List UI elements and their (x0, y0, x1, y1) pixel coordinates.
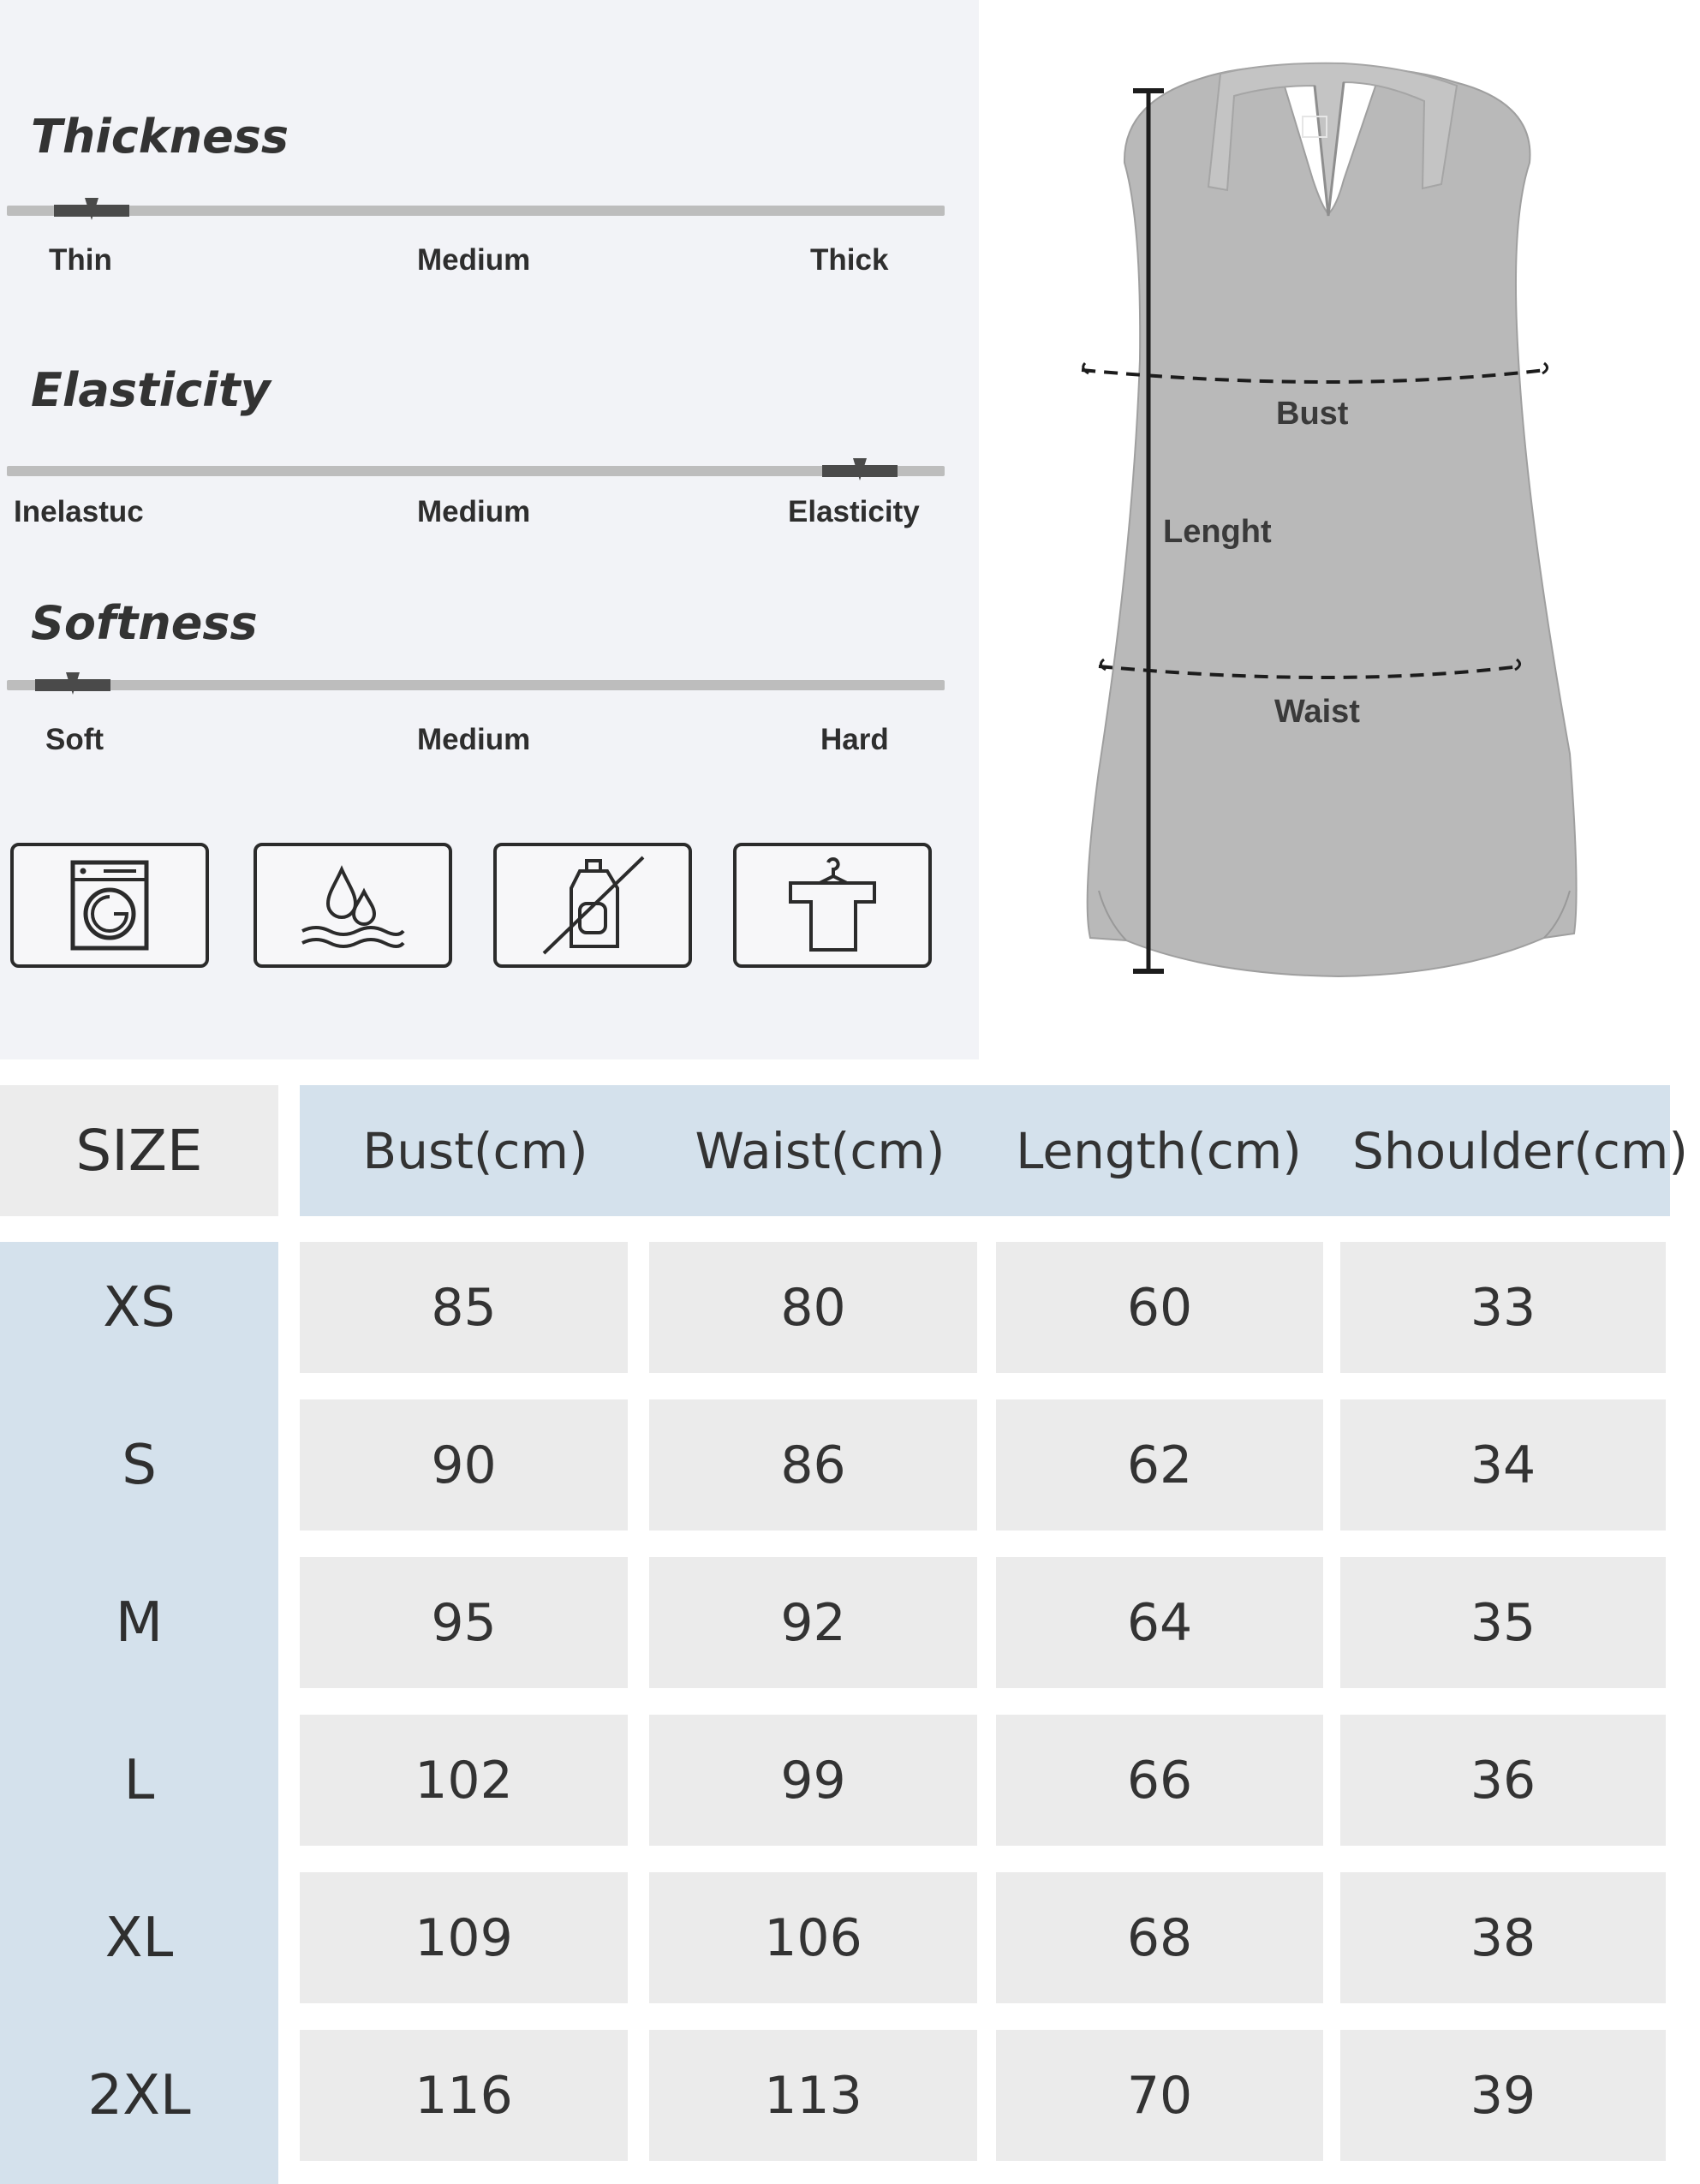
table-cell: 86 (649, 1399, 977, 1531)
table-cell: 68 (996, 1872, 1323, 2003)
sleeveless-top-illustration (979, 0, 1654, 1059)
table-cell: 38 (1340, 1872, 1666, 2003)
table-cell: 113 (649, 2030, 977, 2161)
bust-label: Bust (1276, 396, 1349, 432)
hang-dry-icon (733, 843, 932, 968)
softness-label-max: Hard (820, 723, 889, 756)
thickness-label-mid: Medium (417, 243, 531, 277)
table-cell: 80 (649, 1242, 977, 1373)
table-cell: 34 (1340, 1399, 1666, 1531)
elasticity-label-mid: Medium (417, 495, 531, 528)
table-cell: 99 (649, 1715, 977, 1846)
table-cell: 116 (300, 2030, 628, 2161)
elasticity-scale (7, 466, 945, 476)
table-cell: 92 (649, 1557, 977, 1688)
size-chart-table (0, 1059, 1688, 2150)
softness-title: Softness (31, 596, 258, 650)
garment-diagram (979, 0, 1654, 1059)
table-cell: 64 (996, 1557, 1323, 1688)
size-label: M (115, 1590, 164, 1655)
table-cell: 33 (1340, 1242, 1666, 1373)
shoulder-column-header: Shoulder(cm) (1352, 1121, 1688, 1180)
elasticity-label-min: Inelastuc (14, 495, 144, 528)
table-cell: 35 (1340, 1557, 1666, 1688)
size-label: XL (104, 1906, 174, 1970)
softness-label-mid: Medium (417, 723, 531, 756)
length-column-header: Length(cm) (1016, 1121, 1302, 1180)
size-label: XS (103, 1275, 176, 1340)
size-label: 2XL (87, 2063, 191, 2127)
elasticity-marker (822, 465, 898, 477)
elasticity-label-max: Elasticity (788, 495, 920, 528)
table-cell: 39 (1340, 2030, 1666, 2161)
water-wash-icon (254, 843, 452, 968)
fabric-attributes-panel (0, 0, 979, 1059)
thickness-scale (7, 206, 945, 216)
table-cell: 62 (996, 1399, 1323, 1531)
table-cell: 36 (1340, 1715, 1666, 1846)
table-cell: 95 (300, 1557, 628, 1688)
waist-label: Waist (1274, 694, 1360, 730)
thickness-marker (54, 205, 129, 217)
table-cell: 102 (300, 1715, 628, 1846)
size-column-header: SIZE (0, 1085, 278, 1216)
length-label: Lenght (1163, 514, 1272, 550)
table-cell: 85 (300, 1242, 628, 1373)
thickness-label-max: Thick (810, 243, 889, 277)
thickness-label-min: Thin (49, 243, 112, 277)
softness-scale (7, 680, 945, 690)
softness-marker (35, 679, 110, 691)
waist-column-header: Waist(cm) (695, 1121, 945, 1180)
softness-label-min: Soft (45, 723, 104, 756)
table-cell: 106 (649, 1872, 977, 2003)
size-label: S (122, 1433, 157, 1497)
elasticity-title: Elasticity (31, 363, 271, 417)
table-cell: 60 (996, 1242, 1323, 1373)
table-cell: 66 (996, 1715, 1323, 1846)
washing-machine-icon (10, 843, 209, 968)
no-bleach-icon (493, 843, 692, 968)
table-cell: 70 (996, 2030, 1323, 2161)
bust-column-header: Bust(cm) (362, 1121, 588, 1180)
thickness-title: Thickness (31, 110, 289, 164)
table-cell: 109 (300, 1872, 628, 2003)
table-cell: 90 (300, 1399, 628, 1531)
size-label: L (123, 1748, 155, 1812)
